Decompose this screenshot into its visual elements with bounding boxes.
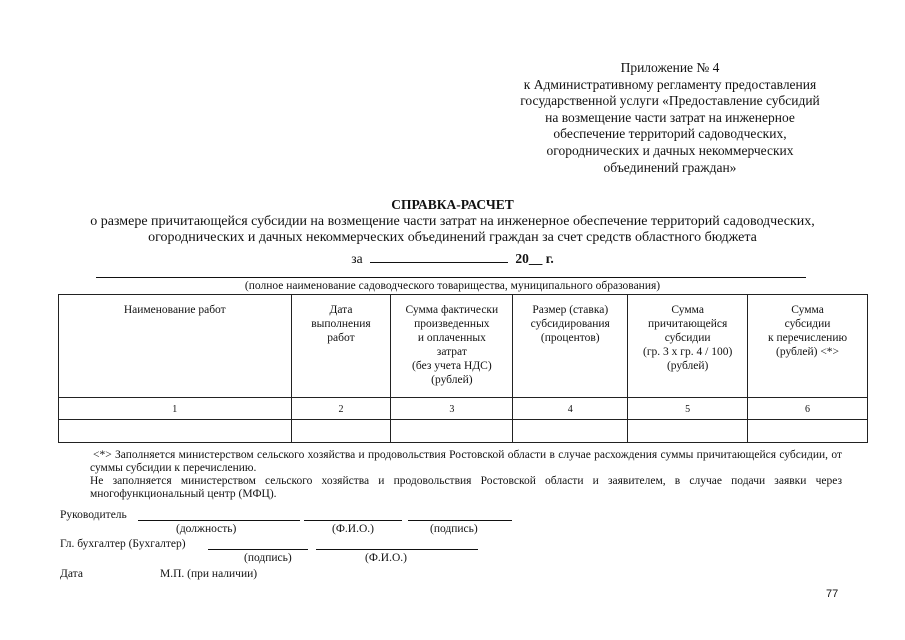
header-line: затрат (436, 346, 467, 358)
org-name-caption: (полное наименование садоводческого товарищества, муниципального образования) (244, 280, 661, 292)
period-year: 20__ г. (515, 251, 554, 266)
org-name-underline (96, 277, 806, 278)
head-signature-line (408, 520, 512, 521)
accountant-label: Гл. бухгалтер (Бухгалтер) (60, 538, 186, 550)
header-line: (рублей) (666, 360, 709, 372)
document-title: СПРАВКА-РАСЧЕТ (391, 197, 514, 212)
header-subsidy-to-transfer (748, 295, 868, 398)
column-number: 1 (59, 398, 292, 420)
header-line: выполнения (311, 318, 371, 330)
column-number: 5 (628, 398, 748, 420)
appendix-line: объединений граждан» (603, 159, 737, 175)
header-line: (рублей) <*> (776, 346, 840, 358)
header-line: Наименование работ (123, 304, 226, 316)
head-name-caption: (Ф.И.О.) (332, 523, 374, 535)
appendix-line: на возмещение части затрат на инженерное (545, 109, 795, 125)
header-line: субсидии (784, 318, 831, 330)
accountant-name-line (316, 549, 478, 550)
header-line: субсидирования (530, 318, 610, 330)
accountant-signature-line (208, 549, 308, 550)
accountant-name-caption: (Ф.И.О.) (365, 552, 407, 564)
period-prefix: за (351, 251, 363, 266)
header-line: Сумма фактически (405, 304, 499, 316)
table-header-row (59, 295, 868, 398)
accountant-signature-caption: (подпись) (244, 552, 292, 564)
appendix-line: Приложение № 4 (620, 60, 720, 75)
table-cell (291, 420, 391, 443)
head-label: Руководитель (60, 509, 127, 521)
head-position-caption: (должность) (176, 523, 237, 535)
table-row (59, 398, 868, 420)
appendix-header (480, 60, 860, 176)
period-line (0, 250, 905, 267)
header-line: Сумма (671, 304, 704, 316)
header-line: работ (327, 332, 355, 344)
appendix-line: огороднических и дачных некоммерческих (546, 142, 794, 158)
header-work-name (59, 295, 292, 398)
document-subtitle (40, 214, 865, 246)
calculation-table (58, 294, 868, 443)
header-line: Размер (ставка) (532, 304, 609, 316)
subtitle-line: о размере причитающейся субсидии на возмещение части затрат на инженерное обеспечение территорий садоводческих, (90, 214, 815, 229)
header-line: (процентов) (540, 332, 600, 344)
stamp-label: М.П. (при наличии) (160, 568, 258, 580)
period-blank (370, 250, 508, 263)
head-position-line (138, 520, 300, 521)
page-number: 77 (826, 588, 839, 600)
column-number: 6 (748, 398, 868, 420)
column-number: 4 (513, 398, 628, 420)
appendix-line: государственной услуги «Предоставление субсидий (520, 93, 820, 109)
table-cell (59, 420, 292, 443)
header-line: произведенных (414, 318, 490, 330)
table-cell (748, 420, 868, 443)
header-completion-date (291, 295, 391, 398)
table-cell (513, 420, 628, 443)
header-line: (без учета НДС) (412, 360, 492, 372)
header-line: Дата (329, 304, 353, 316)
header-line: и оплаченных (417, 332, 486, 344)
header-line: (гр. 3 х гр. 4 / 100) (643, 346, 733, 358)
date-label: Дата (60, 568, 83, 580)
header-line: Сумма (791, 304, 824, 316)
column-number: 2 (291, 398, 391, 420)
footnote-1: <*> Заполняется министерством сельского хозяйства и продовольствия Ростовской области в случае расхождения суммы причитающейся субсидии, от суммы субсидии к перечислению. (90, 449, 842, 474)
appendix-line: к Административному регламенту предоставления (523, 76, 817, 92)
footnotes (90, 449, 842, 500)
column-number: 3 (391, 398, 513, 420)
table-cell (628, 420, 748, 443)
head-signature-caption: (подпись) (430, 523, 478, 535)
header-line: субсидии (664, 332, 711, 344)
header-line: к перечислению (768, 332, 848, 344)
header-subsidy-rate (513, 295, 628, 398)
header-due-subsidy (628, 295, 748, 398)
header-actual-costs (391, 295, 513, 398)
appendix-line: обеспечение территорий садоводческих, (553, 126, 787, 142)
table-row (59, 420, 868, 443)
subtitle-line: огороднических и дачных некоммерческих объединений граждан за счет средств областного бюджета (148, 230, 757, 245)
head-name-line (304, 520, 402, 521)
footnote-2: Не заполняется министерством сельского хозяйства и продовольствия Ростовской области и заявителем, в случае подачи заявки через многофункциональный центр (МФЦ). (90, 475, 842, 500)
header-line: (рублей) (431, 374, 473, 386)
table-cell (391, 420, 513, 443)
header-line: причитающейся (647, 318, 728, 330)
